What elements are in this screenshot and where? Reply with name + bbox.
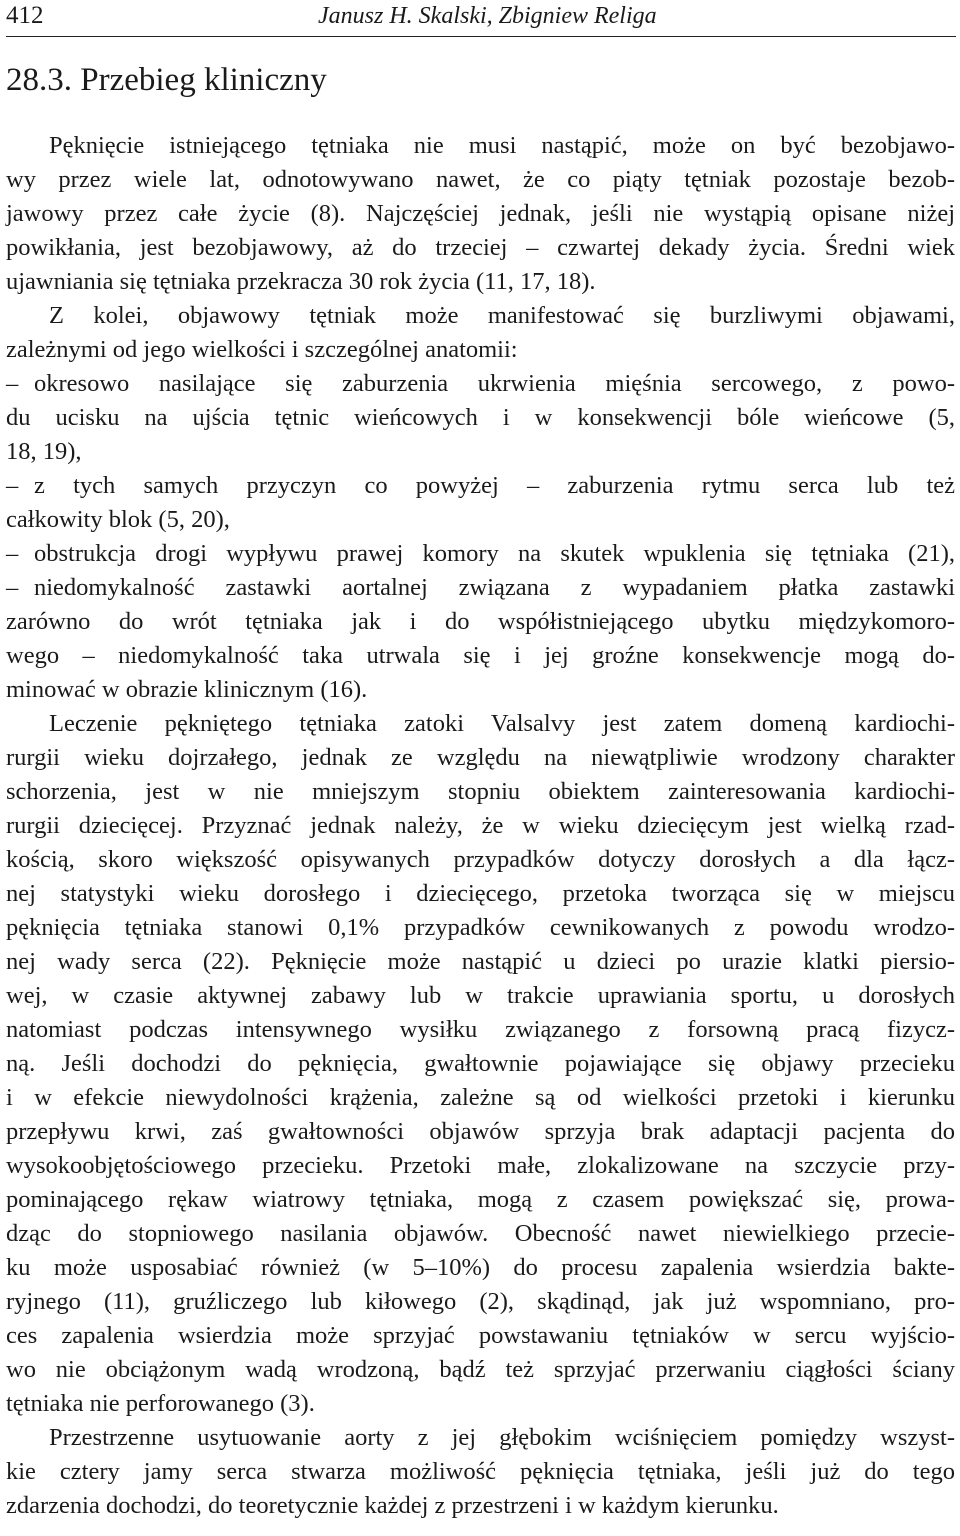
paragraph-line: ną. Jeśli dochodzi do pęknięcia, gwałtownie pojawiające się objawy przecieku [6,1050,955,1077]
list-dash: – [6,370,19,397]
list-dash: – [6,472,19,499]
list-item-line: 18, 19), [6,438,82,465]
list-dash: – [6,540,19,567]
list-item-line: niedomykalność zastawki aortalnej związana z wypadaniem płatka zastawki [34,574,955,601]
paragraph-line: powikłania, jest bezobjawowy, aż do trzeciej – czwartej dekady życia. Średni wiek [6,234,955,261]
paragraph-line: jawowy przez całe życie (8). Najczęściej jednak, jeśli nie wystąpią opisane niżej [6,200,955,227]
paragraph-line: zależnymi od jego wielkości i szczególnej anatomii: [6,336,518,363]
paragraph-line: schorzenia, jest w nie mniejszym stopniu obiektem zainteresowania kardiochi- [6,778,955,805]
paragraph-line: nej statystyki wieku dorosłego i dziecięcego, przetoka tworząca się w miejscu [6,880,955,907]
paragraph-line: Przestrzenne usytuowanie aorty z jej głębokim wciśnięciem pomiędzy wszyst- [49,1424,955,1451]
list-item-line: całkowity blok (5, 20), [6,506,230,533]
paragraph-line: ces zapalenia wsierdzia może sprzyjać powstawaniu tętniaków w sercu wyjścio- [6,1322,955,1349]
list-item-line: obstrukcja drogi wypływu prawej komory na skutek wpuklenia się tętniaka (21), [34,540,955,567]
paragraph-line: i w efekcie niewydolności krążenia, zależne są od wielkości przetoki i kierunku [6,1084,955,1111]
paragraph-line: rurgii dziecięcej. Przyznać jednak należy, że w wieku dziecięcym jest wielką rzad- [6,812,955,839]
paragraph-line: pęknięcia tętniaka stanowi 0,1% przypadków cewnikowanych z powodu wrodzo- [6,914,955,941]
page-number: 412 [6,2,44,29]
list-item-line: z tych samych przyczyn co powyżej – zaburzenia rytmu serca lub też [34,472,955,499]
paragraph-line: tętniaka nie perforowanego (3). [6,1390,315,1417]
page-header [6,0,956,37]
list-item-line: du ucisku na ujścia tętnic wieńcowych i w konsekwencji bóle wieńcowe (5, [6,404,955,431]
paragraph-line: Z kolei, objawowy tętniak może manifestować się burzliwymi objawami, [49,302,955,329]
list-item-line: zarówno do wrót tętniaka jak i do współistniejącego ubytku międzykomoro- [6,608,955,635]
paragraph-line: wo nie obciążonym wadą wrodzoną, bądź też sprzyjać przerwaniu ciągłości ściany [6,1356,955,1383]
paragraph-line: natomiast podczas intensywnego wysiłku związanego z forsowną pracą fizycz- [6,1016,955,1043]
section-title: 28.3. Przebieg kliniczny [6,62,327,98]
paragraph-line: Pęknięcie istniejącego tętniaka nie musi nastąpić, może on być bezobjawo- [49,132,955,159]
paragraph-line: ku może usposabiać również (w 5–10%) do procesu zapalenia wsierdzia bakte- [6,1254,955,1281]
paragraph-line: przepływu krwi, zaś gwałtowności objawów sprzyja brak adaptacji pacjenta do [6,1118,955,1145]
list-item-line: minować w obrazie klinicznym (16). [6,676,368,703]
paragraph-line: kością, skoro większość opisywanych przypadków dotyczy dorosłych a dla łącz- [6,846,955,873]
list-dash: – [6,574,19,601]
list-item-line: wego – niedomykalność taka utrwala się i jej groźne konsekwencje mogą do- [6,642,955,669]
paragraph-line: dząc do stopniowego nasilania objawów. Obecność nawet niewielkiego przecie- [6,1220,955,1247]
running-head: Janusz H. Skalski, Zbigniew Religa [318,3,657,29]
paragraph-line: wej, w czasie aktywnej zabawy lub w trakcie uprawiania sportu, u dorosłych [6,982,955,1009]
paragraph-line: rurgii wieku dojrzałego, jednak ze względu na niewątpliwie wrodzony charakter [6,744,955,771]
paragraph-line: nej wady serca (22). Pęknięcie może nastąpić u dzieci po urazie klatki piersio- [6,948,955,975]
list-item-line: okresowo nasilające się zaburzenia ukrwienia mięśnia sercowego, z powo- [34,370,955,397]
paragraph-line: kie cztery jamy serca stwarza możliwość pęknięcia tętniaka, jeśli już do tego [6,1458,955,1485]
paragraph-line: zdarzenia dochodzi, do teoretycznie każdej z przestrzeni i w każdym kierunku. [6,1492,779,1519]
paragraph-line: ryjnego (11), gruźliczego lub kiłowego (2), skądinąd, jak już wspomniano, pro- [6,1288,955,1315]
paragraph-line: Leczenie pękniętego tętniaka zatoki Valsalvy jest zatem domeną kardiochi- [49,710,955,737]
paragraph-line: pominającego rękaw wiatrowy tętniaka, mogą z czasem powiększać się, prowa- [6,1186,955,1213]
paragraph-line: wysokoobjętościowego przecieku. Przetoki małe, zlokalizowane na szczycie przy- [6,1152,955,1179]
paragraph-line: ujawniania się tętniaka przekracza 30 rok życia (11, 17, 18). [6,268,596,295]
paragraph-line: wy przez wiele lat, odnotowywano nawet, że co piąty tętniak pozostaje bezob- [6,166,955,193]
